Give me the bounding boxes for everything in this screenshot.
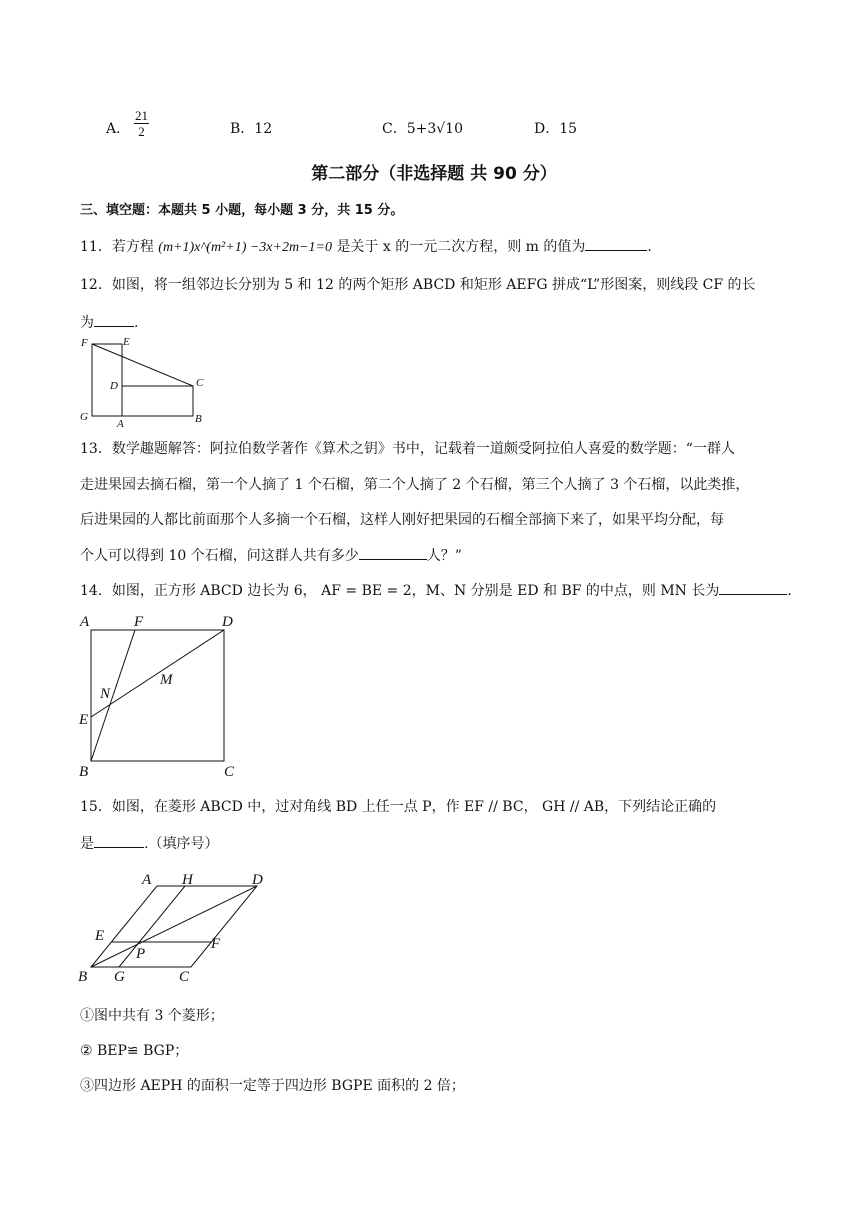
label-F: F: [134, 614, 144, 630]
label-F: F: [211, 936, 221, 952]
q11-equation: (m+1)x^(m²+1) −3x+2m−1=0: [158, 240, 332, 255]
question-12-line2: [80, 312, 138, 332]
label-E: E: [79, 712, 89, 728]
q12-line2-start: 为: [80, 315, 94, 331]
label-B: B: [195, 413, 202, 425]
q13-line4-start: 个人可以得到 10 个石榴，问这群人共有多少: [80, 548, 359, 564]
segment-bf: [91, 630, 135, 761]
q14-answer-blank[interactable]: [719, 580, 787, 595]
option-a-label: A．: [106, 121, 131, 137]
label-E: E: [95, 928, 105, 944]
label-E: E: [123, 336, 130, 348]
q13-answer-blank[interactable]: [359, 545, 427, 560]
q15-line2-end: .（填序号）: [144, 836, 219, 852]
option-a: [106, 120, 130, 138]
label-F: F: [81, 337, 88, 349]
diagonal-bd: [91, 886, 257, 967]
label-C: C: [224, 764, 235, 780]
question-13-line4: [80, 545, 462, 565]
question-15-line2: [80, 833, 218, 853]
label-C: C: [179, 969, 190, 985]
q12-answer-blank[interactable]: [94, 312, 134, 327]
label-A: A: [142, 872, 152, 888]
q11-text: 是关于 x 的一元二次方程，则 m 的值为: [336, 239, 586, 255]
q14-figure: [74, 610, 244, 782]
question-13-line3: 后进果园的人都比前面那个人多摘一个石榴，这样人刚好把果园的石榴全部摘下来了，如果平均分配，每: [80, 512, 724, 528]
q12-line2-end: .: [134, 315, 139, 331]
q15-line2-start: 是: [80, 836, 94, 852]
conclusion-3: ③四边形 AEPH 的面积一定等于四边形 BGPE 面积的 2 倍；: [80, 1078, 465, 1094]
option-c: [382, 120, 463, 138]
question-15-line1: 15．如图，在菱形 ABCD 中，过对角线 BD 上任一点 P，作 EF // BC， GH // AB，下列结论正确的: [80, 799, 717, 815]
q11-end: .: [647, 239, 652, 255]
label-C: C: [196, 377, 204, 389]
question-14: [80, 580, 792, 600]
question-12-line1: 12．如图，将一组邻边长分别为 5 和 12 的两个矩形 ABCD 和矩形 AEFG 拼成“L”形图案，则线段 CF 的长: [80, 277, 756, 293]
q15-answer-blank[interactable]: [94, 833, 144, 848]
label-N: N: [100, 686, 111, 702]
option-a-fraction: [134, 108, 149, 139]
part2-title: 第二部分（非选择题 共 90 分）: [311, 164, 557, 184]
question-13-line2: 走进果园去摘石榴，第一个人摘了 1 个石榴，第二个人摘了 2 个石榴，第三个人摘了 3 个石榴，以此类推，: [80, 477, 750, 493]
label-B: B: [79, 764, 89, 780]
q14-end: .: [787, 583, 792, 599]
label-G: G: [80, 411, 88, 423]
q13-line4-end: 人？”: [426, 548, 462, 564]
option-c-label: C．: [382, 121, 407, 137]
label-D: D: [222, 614, 233, 630]
label-A: A: [80, 614, 90, 630]
fraction-numerator: 21: [135, 108, 148, 123]
label-G: G: [114, 969, 125, 985]
label-H: H: [182, 872, 193, 888]
q11-answer-blank[interactable]: [585, 236, 647, 251]
label-D: D: [252, 872, 263, 888]
q11-number: 11．若方程: [80, 239, 154, 255]
q12-figure: [76, 334, 216, 430]
label-M: M: [160, 672, 173, 688]
segment-ed: [91, 630, 224, 717]
q15-figure: [74, 864, 274, 988]
question-13-line1: 13．数学趣题解答：阿拉伯数学著作《算术之钥》书中，记载着一道颇受阿拉伯人喜爱的数学题：“一群人: [80, 441, 735, 457]
label-B: B: [78, 969, 88, 985]
section3-heading: 三、填空题：本题共 5 小题，每小题 3 分，共 15 分。: [80, 203, 404, 218]
q14-text: 14．如图，正方形 ABCD 边长为 6， AF = BE = 2，M、N 分别是 ED 和 BF 的中点，则 MN 长为: [80, 583, 720, 599]
conclusion-2: ② BEP≌ BGP；: [80, 1043, 189, 1059]
label-P: P: [136, 946, 146, 962]
label-A: A: [117, 418, 124, 430]
segment-cf: [92, 344, 193, 386]
option-d: D．15: [534, 121, 578, 137]
option-b: B．12: [230, 121, 273, 137]
rect-abcd: [122, 386, 193, 416]
conclusion-1: ①图中共有 3 个菱形；: [80, 1008, 224, 1024]
fraction-denominator: 2: [138, 124, 145, 139]
question-11: [80, 236, 652, 257]
label-D: D: [110, 380, 118, 392]
square-abcd: [91, 630, 224, 761]
option-c-expr: 5+3√10: [406, 121, 463, 137]
